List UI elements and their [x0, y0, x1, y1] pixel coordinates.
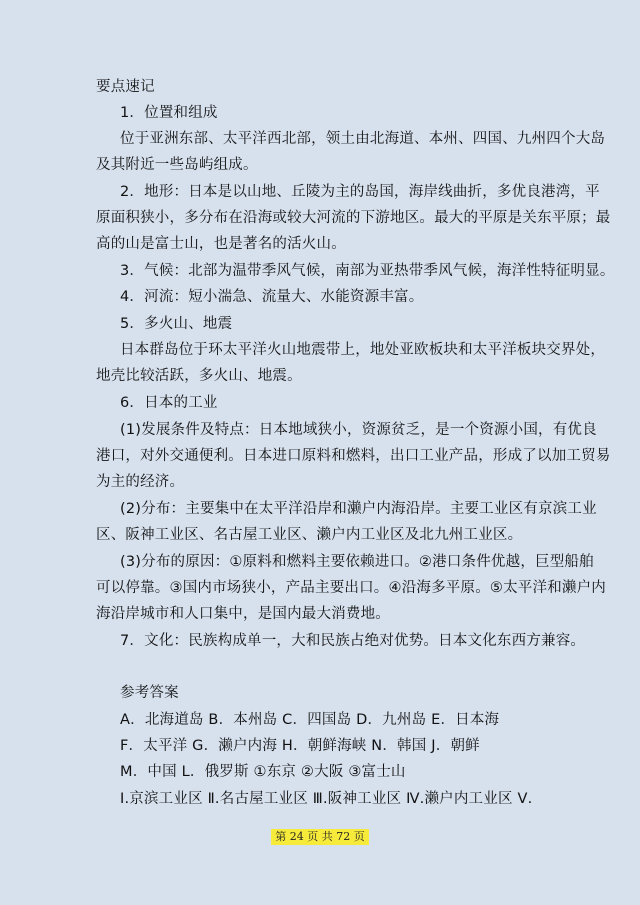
item-6-2-text: 区、阪神工业区、名古屋工业区、濑户内工业区及北九州工业区。: [96, 527, 523, 543]
item-1-text: 及其附近一些岛屿组成。: [96, 157, 258, 173]
page-number: 第 24 页 共 72 页: [271, 829, 368, 845]
section-heading: 要点速记: [96, 79, 155, 95]
item-5-text: 地壳比较活跃，多火山、地震。: [96, 368, 302, 384]
item-5-text: 日本群岛位于环太平洋火山地震带上，地处亚欧板块和太平洋板块交界处，: [120, 342, 606, 358]
answers-line: Ⅰ.京滨工业区 Ⅱ.名古屋工业区 Ⅲ.阪神工业区 Ⅳ.濑户内工业区 Ⅴ.: [120, 791, 533, 807]
item-2-text: 高的山是富士山，也是著名的活火山。: [96, 236, 346, 252]
item-6-1-text: (1)发展条件及特点：日本地域狭小，资源贫乏，是一个资源小国，有优良: [120, 422, 597, 438]
item-6-2-text: (2)分布：主要集中在太平洋沿岸和濑户内海沿岸。主要工业区有京滨工业: [120, 501, 597, 517]
answers-line: F．太平洋 G．濑户内海 H．朝鲜海峡 N．韩国 J．朝鲜: [120, 738, 480, 754]
item-2-text: 原面积狭小，多分布在沿海或较大河流的下游地区。最大的平原是关东平原；最: [96, 210, 611, 226]
item-6-1-text: 港口，对外交通便利。日本进口原料和燃料，出口工业产品，形成了以加工贸易: [96, 448, 611, 464]
item-6-1-text: 为主的经济。: [96, 474, 185, 490]
answers-heading: 参考答案: [120, 685, 179, 701]
answers-line: M．中国 L．俄罗斯 ①东京 ②大阪 ③富士山: [120, 764, 406, 780]
item-4-text: 4．河流：短小湍急、流量大、水能资源丰富。: [120, 289, 424, 305]
answers-line: A．北海道岛 B．本州岛 C．四国岛 D．九州岛 E．日本海: [120, 712, 500, 728]
item-2-text: 2．地形：日本是以山地、丘陵为主的岛国，海岸线曲折，多优良港湾，平: [120, 184, 600, 200]
item-3-text: 3．气候：北部为温带季风气候，南部为亚热带季风气候，海洋性特征明显。: [120, 263, 615, 279]
item-6-3-text: 可以停靠。③国内市场狭小，产品主要出口。④沿海多平原。⑤太平洋和濑户内: [96, 580, 606, 596]
page-footer: [0, 825, 640, 845]
item-6-3-text: (3)分布的原因：①原料和燃料主要依赖进口。②港口条件优越，巨型船舶: [120, 554, 594, 570]
item-6-title: 6．日本的工业: [120, 395, 218, 411]
item-7-text: 7．文化：民族构成单一，大和民族占绝对优势。日本文化东西方兼容。: [120, 633, 586, 649]
item-6-3-text: 海沿岸城市和人口集中，是国内最大消费地。: [96, 606, 390, 622]
item-1-title: 1．位置和组成: [120, 105, 218, 121]
item-5-title: 5．多火山、地震: [120, 316, 233, 332]
item-1-text: 位于亚洲东部、太平洋西北部，领土由北海道、本州、四国、九州四个大岛: [120, 131, 606, 147]
